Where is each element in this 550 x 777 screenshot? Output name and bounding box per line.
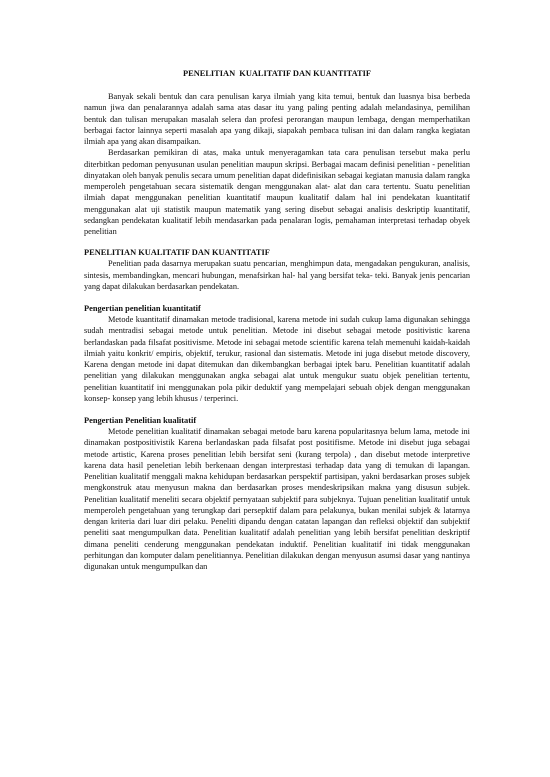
document-page: [84, 68, 470, 572]
section-heading-qualitative: Pengertian Penelitian kualitatif: [84, 416, 197, 425]
intro-paragraph-2: Berdasarkan pemikiran di atas, maka untuk menyeragamkan tata cara penulisan tersebut maka perlu diterbitkan pedoman penyusunan usulan penelitian maupun skripsi. Berbagai macam definisi penelitian - penelitian dinyatakan oleh banyak penulis secara umum penelitian dapat didefinisikan sebagai kegiatan manusia dalam rangka memperoleh pengetahuan secara sistematik dengan menggunakan alat- alat dan cara tertentu. Suatu penelitian ilmiah dapat menggunakan penelitian kuantitatif maupun kualitatif dalam hal ini pendekatan kuantitatif menggunakan alat uji statistik maupun matematik yang sering disebut sebagai analisis deskriptip kuantitatif, sedangkan pendekatan kualitatif lebih mendasarkan pada penalaran logis, pemahaman interpretasi terhadap obyek penelitian: [84, 148, 470, 236]
page-title: PENELITIAN KUALITATIF DAN KUANTITATIF: [183, 69, 371, 78]
quantitative-paragraph: Metode kuantitatif dinamakan metode tradisional, karena metode ini sudah cukup lama digunakan sehingga sudah mentradisi sebagai metode untuk penelitian. Metode ini disebut sebagai metode positivistic karena berlandaskan pada filsafat positivisme. Metode ini sebagai metode scientific karena telah memenuhi kaidah-kaidah ilmiah yaitu konkrit/ empiris, objektif, terukur, rasional dan sistematis. Metode ini juga disebut metode discovery, Karena dengan metode ini dapat ditemukan dan dikembangkan berbagai iptek baru. Penelitian kuantitatif adalah penelitian yang dilakukan menggunakan angka sebagai alat untuk mengukur suatu objek penelitian tertentu, penelitian kuantitatif ini menggunakan pola pikir deduktif yang mempelajari sebuah objek dengan menggunakan konsep- konsep yang lebih khusus / terperinci.: [84, 315, 470, 403]
section-heading-quantitative: Pengertian penelitian kuantitatif: [84, 304, 201, 313]
section-heading-main: PENELITIAN KUALITATIF DAN KUANTITATIF: [84, 248, 270, 258]
intro-paragraph-1: Banyak sekali bentuk dan cara penulisan karya ilmiah yang kita temui, bentuk dan luasnya bisa berbeda namun jiwa dan penalarannya adalah sama atas dasar itu yang paling penting adalah melandasinya, pemilihan bentuk dan tulisan merupakan masalah selera dan profesi perorangan maupun lembaga, dengan memperhatikan berbagai factor lainnya seperti masalah apa yang dikaji, siapakah pembaca tulisan ini dan dalam rangka kegiatan ilmiah apa yang akan disampaikan.: [84, 92, 470, 146]
section-main-paragraph: Penelitian pada dasarnya merupakan suatu pencarian, menghimpun data, mengadakan pengukuran, analisis, sintesis, membandingkan, mencari hubungan, menafsirkan hal- hal yang bersifat teka- teki. Banyak jenis pencarian yang dapat dilakukan berdasarkan pendekatan.: [84, 259, 470, 291]
qualitative-paragraph: Metode penelitian kualitatif dinamakan sebagai metode baru karena popularitasnya belum lama, metode ini dinamakan postpositivistik Karena berlandaskan pada filsafat post positifisme. Metode ini disebut juga sebagai metode artistic, Karena proses penelitian lebih bersifat seni (kurang terpola) , dan disebut metode interpretive karena data hasil peneletian lebih berkenaan dengan interprestasi terhadap data yang di temukan di lapangan. Penelitian kualitatif menggali makna kehidupan berdasarkan perspektif partisipan, yakni berdasarkan proses subjek mengkonstruk atau menyusun makna dan berdasarkan proses mendeskripsikan makna yang disusun subjek. Penelitian kualitatif meneliti secara objektif pernyataan subjektif para subjeknya. Tujuan penelitian kualitatif untuk memperoleh pengetahuan yang terungkap dari persepktif dalam para pelakunya, bukan menilai subjek & latarnya dengan kriteria dari luar diri pelaku. Peneliti dipandu dengan catatan lapangan dan refleksi objektif dan subjektif peneliti saat mengumpulkan data. Penelitian kualitatif adalah penelitian yang lebih bersifat penelitian deskriptif dimana peneliti cenderung menggunakan pendekatan induktif. Penelitian kualitatif ini tidak menggunakan perhitungan dan komputer dalam penelitiannya. Penelitian dilakukan dengan menyusun asumsi dasar yang nantinya digunakan untuk mengumpulkan dan: [84, 427, 470, 571]
